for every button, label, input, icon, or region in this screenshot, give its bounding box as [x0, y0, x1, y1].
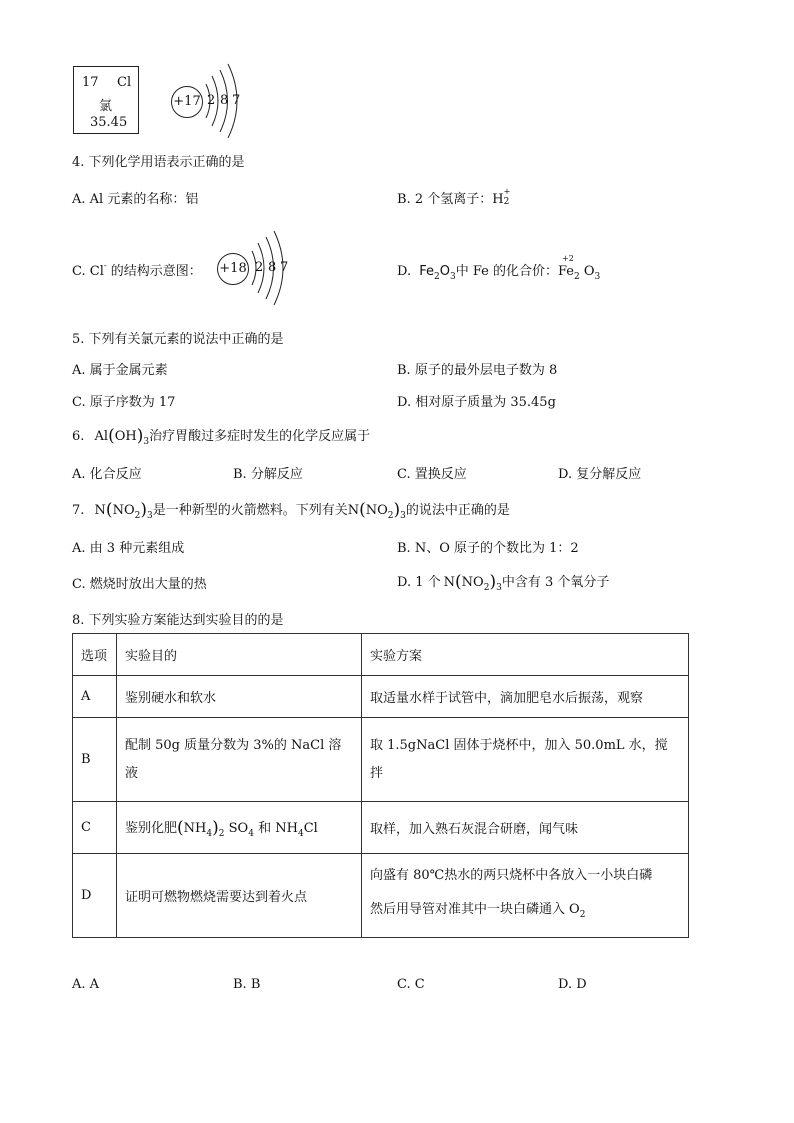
q4-d-sub3: 3: [449, 272, 456, 282]
row-c-so: SO: [228, 820, 249, 836]
q4-d-sub2: 2: [434, 272, 440, 282]
ion-nucleus: +18: [217, 253, 249, 285]
row-c-nh4cl-nh: NH: [275, 820, 298, 836]
element-name: 氯: [99, 99, 113, 114]
row-c-purpose-pre: 鉴别化肥: [125, 820, 178, 836]
row-b-purpose: [117, 718, 362, 802]
q6-stem: 6. $Al(OH)_3$治疗胃酸过多症时发生的化学反应属于: [72, 426, 371, 447]
table-row: [73, 854, 689, 938]
row-c-nh4cl-sub: 4: [297, 828, 304, 839]
q4-c-sup: -: [103, 261, 107, 270]
q7-option-b: B. N、O 原子的个数比为 1：2: [397, 541, 579, 556]
q4-option-d: [397, 254, 601, 282]
row-c-sub4b: 4: [248, 828, 254, 839]
q4-d-mid: 中 Fe 的化合价：: [455, 264, 558, 279]
row-a-purpose: 鉴别硬水和软水: [117, 676, 362, 718]
row-b-plan: [362, 718, 689, 802]
row-c-sub2: 2: [218, 828, 225, 839]
q4-stem: 4. 下列化学用语表示正确的是: [72, 155, 245, 170]
q7-n-2: N: [347, 503, 360, 518]
q6-option-b: B. 分解反应: [233, 467, 303, 482]
q6-al: Al: [94, 429, 109, 444]
q8-answer-a: A. A: [72, 977, 100, 992]
atomic-number: 17: [82, 75, 99, 90]
table-row: [73, 718, 689, 802]
q4-d-o-2: O: [583, 264, 595, 279]
experiment-table: [72, 633, 689, 938]
row-b-purpose-l2: 液: [125, 765, 139, 781]
table-header-row: [73, 634, 689, 676]
q4-b-sup: +: [503, 187, 511, 196]
q4-d-fe: Fe: [419, 264, 434, 279]
q7-option-d: D. 1 个 $N(NO_2)_3$中含有 3 个氧分子: [397, 572, 610, 593]
q7-d-post: 中含有 3 个氧分子: [501, 575, 610, 590]
row-d-purpose: 证明可燃物燃烧需要达到着火点: [117, 854, 362, 938]
q6-option-d: D. 复分解反应: [558, 467, 642, 482]
cl-atom-diagram: [168, 62, 248, 142]
q4-d-valence: +2: [561, 254, 574, 263]
q7-stem-end: 的说法中正确的是: [405, 503, 510, 518]
q6-sub: 3: [143, 437, 150, 447]
atomic-mass: 35.45: [90, 115, 128, 130]
row-b-plan-l2: 拌: [370, 765, 384, 781]
q6-stem-rest: 治疗胃酸过多症时发生的化学反应属于: [149, 429, 371, 444]
q4-d-sub3b: 3: [594, 272, 601, 282]
row-d-option: D: [73, 854, 117, 938]
cl-ion-diagram: [214, 228, 294, 308]
ion-shell-3: 7: [280, 260, 289, 275]
q5-option-d: D. 相对原子质量为 35.45g: [397, 395, 556, 410]
table-row: [73, 676, 689, 718]
ion-shell-1: 2: [255, 260, 264, 275]
q4-option-b: [397, 188, 511, 207]
q6-oh: OH: [114, 429, 137, 444]
row-d-o2-sub: 2: [579, 910, 586, 920]
q6-option-a: A. 化合反应: [72, 467, 142, 482]
q4-d-o: O: [439, 264, 450, 279]
shell-2: 8: [220, 93, 229, 108]
q7-d-pre: D. 1 个: [397, 575, 441, 590]
row-d-plan-l2-text: 然后用导管对准其中一块白磷通入: [370, 902, 566, 917]
shell-1: 2: [207, 93, 216, 108]
q8-answer-b: B. B: [233, 977, 261, 992]
row-d-o2: O: [569, 902, 580, 917]
row-c-nh: NH: [183, 820, 207, 836]
q5-stem: 5. 下列有关氯元素的说法中正确的是: [72, 332, 284, 347]
q7-n: N: [94, 503, 106, 518]
row-a-option: A: [73, 676, 117, 718]
q7-d-sub2: 2: [483, 583, 490, 593]
nucleus: +17: [171, 86, 203, 118]
row-d-plan: [362, 854, 689, 938]
q7-no-2: NO: [365, 503, 388, 518]
q4-option-d-label: D.: [397, 264, 412, 279]
q7-sub3-2: 3: [400, 511, 406, 521]
q5-option-a: A. 属于金属元素: [72, 363, 168, 378]
q8-stem: 8. 下列实验方案能达到实验目的的是: [72, 613, 284, 628]
q7-stem: 7. $N(NO_2)_3$是一种新型的火箭燃料。下列有关$N(NO_2)_3$的说法中正确的是: [72, 500, 510, 521]
q8-answer-d: D. D: [558, 977, 587, 992]
q7-d-no: NO: [461, 575, 484, 590]
q6-option-c: C. 置换反应: [397, 467, 467, 482]
q4-option-a: A. Al 元素的名称：铝: [72, 192, 199, 207]
q7-sub2-2: 2: [387, 511, 394, 521]
row-c-nh4cl-cl: Cl: [303, 820, 318, 836]
q7-sub3: 3: [146, 511, 153, 521]
row-d-plan-l1: 向盛有 80℃热水的两只烧杯中各放入一小块白磷: [370, 868, 653, 883]
q4-b-formula: H: [492, 192, 504, 207]
q7-option-a: A. 由 3 种元素组成: [72, 541, 185, 556]
q4-d-sub2b: 2: [574, 272, 580, 282]
row-c-and: 和: [258, 820, 272, 836]
row-b-option: B: [73, 718, 117, 802]
q7-d-sub3: 3: [496, 583, 502, 593]
row-c-plan: 取样，加入熟石灰混合研磨，闻气味: [362, 802, 689, 854]
row-d-plan-l2: [370, 893, 680, 932]
ion-shell-2: 8: [268, 260, 277, 275]
row-c-option: C: [73, 802, 117, 854]
table-row: [73, 802, 689, 854]
element-symbol: Cl: [117, 75, 132, 90]
header-option: 选项: [73, 634, 117, 676]
q7-sub2: 2: [134, 511, 141, 521]
row-b-plan-l1: 取 1.5gNaCl 固体于烧杯中，加入 50.0mL 水，搅: [370, 737, 668, 753]
q5-option-b: B. 原子的最外层电子数为 8: [397, 363, 558, 378]
row-c-purpose: 鉴别化肥$(NH_4)_2$ $SO_4$ 和 $NH_4Cl$: [117, 802, 362, 854]
element-card: [73, 66, 139, 134]
row-c-sub4: 4: [206, 828, 213, 839]
q7-number: 7.: [72, 503, 85, 518]
q7-d-n: N: [443, 575, 456, 590]
q4-option-c-rest: 的结构示意图：: [106, 264, 202, 279]
q7-no: NO: [112, 503, 135, 518]
q4-option-c-text: C. Cl: [72, 264, 104, 279]
header-purpose: 实验目的: [117, 634, 362, 676]
shell-3: 7: [232, 93, 241, 108]
q7-stem-mid: 是一种新型的火箭燃料。下列有关: [152, 503, 348, 518]
q8-answer-c: C. C: [397, 977, 425, 992]
q4-option-b-text: B. 2 个氢离子：: [397, 192, 493, 207]
q4-d-fe-2: Fe: [557, 264, 574, 279]
q6-number: 6.: [72, 429, 85, 444]
q4-option-c: [72, 260, 202, 279]
q5-option-c: C. 原子序数为 17: [72, 395, 176, 410]
q4-b-sub: 2: [503, 197, 510, 207]
q7-option-c: C. 燃烧时放出大量的热: [72, 577, 207, 592]
row-a-plan: 取适量水样于试管中，滴加肥皂水后振荡，观察: [362, 676, 689, 718]
header-plan: 实验方案: [362, 634, 689, 676]
row-b-purpose-l1: 配制 50g 质量分数为 3%的 NaCl 溶: [125, 737, 342, 753]
